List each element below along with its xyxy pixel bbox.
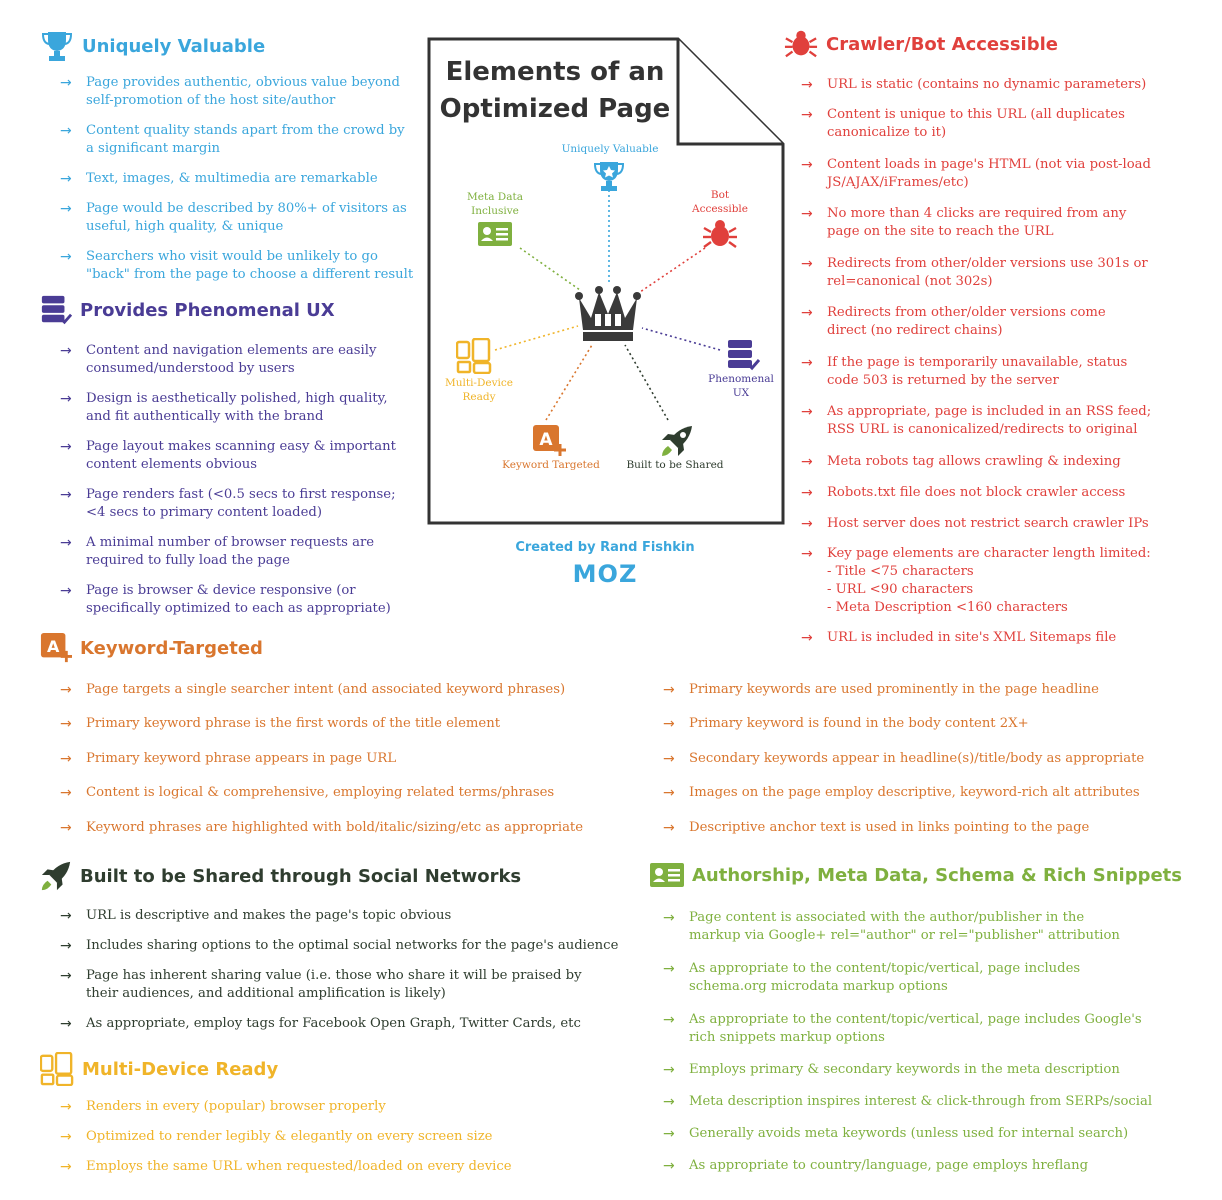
list-item-text: Page is browser & device responsive (or: [86, 583, 356, 598]
node-label-keyword-targeted: Keyword Targeted: [502, 459, 600, 471]
list-item-text: "back" from the page to choose a different result: [86, 267, 414, 282]
list-item: [60, 122, 430, 158]
list-item: [60, 438, 430, 474]
list-item: [801, 484, 1201, 502]
node-label-phen-line2: UX: [732, 387, 750, 399]
list-item: [60, 486, 430, 522]
list-item-text: If the page is temporarily unavailable, status: [827, 355, 1128, 370]
arrow-icon: →: [60, 820, 72, 836]
list-item-text: Redirects from other/older versions come: [827, 305, 1106, 320]
list-item: [60, 248, 430, 284]
list-item: [60, 582, 430, 618]
list-item-text: Redirects from other/older versions use 301s or: [827, 256, 1148, 271]
arrow-icon: →: [801, 206, 813, 222]
list-item-text: Secondary keywords appear in headline(s)/title/body as appropriate: [689, 751, 1145, 766]
bug-icon: [702, 218, 738, 250]
list-item-text: their audiences, and additional amplification is likely): [86, 986, 446, 1001]
id-card-icon: [478, 222, 512, 246]
arrow-icon: →: [60, 171, 72, 187]
list-item-text: Key page elements are character length limited:: [827, 546, 1151, 561]
list-item: [663, 1125, 1203, 1143]
arrow-icon: →: [663, 751, 675, 767]
node-label-uniquely-valuable: Uniquely Valuable: [561, 143, 659, 155]
server-stack-icon: [40, 294, 72, 326]
list-item-text: Descriptive anchor text is used in links pointing to the page: [689, 820, 1090, 835]
arrow-icon: →: [801, 485, 813, 501]
list-item: [60, 200, 430, 236]
rocket-icon: [40, 860, 72, 892]
list-item: [663, 1157, 1203, 1175]
list-item-text: Text, images, & multimedia are remarkable: [86, 171, 378, 186]
list-item: [801, 453, 1201, 471]
arrow-icon: →: [663, 1012, 675, 1028]
arrow-icon: →: [801, 157, 813, 173]
node-label-multi-line2: Ready: [462, 391, 496, 403]
arrow-icon: →: [663, 682, 675, 698]
list-item: [801, 629, 1201, 647]
list-item-text: code 503 is returned by the server: [827, 373, 1059, 388]
list-item: [801, 403, 1201, 439]
section-header-built-to-be-shared: [40, 860, 521, 892]
list-item-text: direct (no redirect chains): [827, 323, 1003, 338]
list-item: [663, 1011, 1203, 1047]
list-item: [60, 74, 430, 110]
node-label-bot-line1: Bot: [710, 189, 730, 201]
list-item-text: Keyword phrases are highlighted with bold/italic/sizing/etc as appropriate: [86, 820, 584, 835]
arrow-icon: →: [663, 785, 675, 801]
section-title: Crawler/Bot Accessible: [826, 33, 1058, 55]
node-label-phenomenal-ux: [700, 372, 782, 400]
list-item-text: Primary keyword phrase appears in page URL: [86, 751, 397, 766]
arrow-icon: →: [60, 682, 72, 698]
arrow-icon: →: [60, 439, 72, 455]
list-item-text: A minimal number of browser requests are: [86, 535, 375, 550]
arrow-icon: →: [60, 751, 72, 767]
arrow-icon: →: [801, 454, 813, 470]
arrow-icon: →: [60, 1129, 72, 1145]
arrow-icon: →: [663, 1158, 675, 1174]
node-label-multi-device: [438, 376, 520, 404]
list-item: [60, 1158, 580, 1176]
list-item: [663, 715, 1203, 733]
arrow-icon: →: [60, 1099, 72, 1115]
list-item-text: Images on the page employ descriptive, keyword-rich alt attributes: [689, 785, 1140, 800]
arrow-icon: →: [60, 201, 72, 217]
list-item-text: Page layout makes scanning easy & important: [86, 439, 396, 454]
arrow-icon: →: [801, 630, 813, 646]
list-item: [801, 515, 1201, 533]
section-title: Uniquely Valuable: [82, 35, 266, 57]
svg-text:A: A: [539, 430, 553, 450]
list-item: [663, 681, 1203, 699]
section-header-multi-device: [40, 1052, 278, 1086]
node-label-bot-accessible: [680, 188, 760, 216]
arrow-icon: →: [60, 343, 72, 359]
arrow-icon: →: [60, 249, 72, 265]
list-item: [801, 354, 1201, 390]
section-header-uniquely-valuable: [40, 30, 265, 62]
svg-text:A: A: [46, 636, 60, 656]
list-item-text: As appropriate to country/language, page employs hreflang: [689, 1158, 1089, 1173]
section-title: Provides Phenomenal UX: [80, 299, 335, 321]
list-item-text: RSS URL is canonicalized/redirects to original: [827, 422, 1138, 437]
list-item-text: rich snippets markup options: [689, 1030, 885, 1045]
list-item-text: Host server does not restrict search crawler IPs: [827, 516, 1149, 531]
list-item-text: specifically optimized to each as appropriate): [86, 601, 391, 616]
devices-icon: [40, 1052, 74, 1086]
list-item-text: <4 secs to primary content loaded): [86, 505, 323, 520]
list-item: [663, 1061, 1203, 1079]
section-title: Built to be Shared through Social Networks: [80, 865, 522, 887]
list-item: [60, 967, 640, 1003]
section-header-crawler-bot: [784, 28, 1058, 60]
list-item-text: Content and navigation elements are easily: [86, 343, 377, 358]
arrow-icon: →: [663, 716, 675, 732]
list-item: [60, 1098, 580, 1116]
list-item: [801, 205, 1201, 241]
list-item: [60, 937, 640, 955]
list-item: [60, 534, 430, 570]
arrow-icon: →: [801, 256, 813, 272]
node-label-built-to-be-shared: Built to be Shared: [626, 459, 724, 471]
list-item: [60, 907, 640, 925]
rocket-icon: [660, 424, 694, 458]
list-item-text: a significant margin: [86, 141, 221, 156]
list-item-text: As appropriate to the content/topic/vertical, page includes Google's: [689, 1012, 1142, 1027]
list-item-text: As appropriate to the content/topic/vertical, page includes: [689, 961, 1081, 976]
list-item-text: No more than 4 clicks are required from any: [827, 206, 1127, 221]
arrow-icon: →: [801, 77, 813, 93]
document-title-line1: Elements of an: [445, 57, 665, 87]
list-item-text: URL is included in site's XML Sitemaps file: [827, 630, 1117, 645]
node-label-meta-data: [455, 190, 535, 218]
list-item: [60, 1015, 640, 1033]
list-item: [60, 170, 430, 188]
credit-text: Created by Rand Fishkin: [515, 540, 695, 555]
list-item: [801, 106, 1201, 142]
arrow-icon: →: [60, 583, 72, 599]
list-item-text: Primary keyword phrase is the first words of the title element: [86, 716, 501, 731]
crown-icon: [575, 284, 641, 344]
moz-logo: MOZ: [572, 560, 638, 588]
list-item-text: URL is descriptive and makes the page's topic obvious: [86, 908, 452, 923]
arrow-icon: →: [60, 785, 72, 801]
document-title-line2: Optimized Page: [439, 94, 671, 124]
trophy-icon: [40, 30, 74, 62]
list-item-text: Robots.txt file does not block crawler access: [827, 485, 1126, 500]
devices-icon: [456, 338, 492, 374]
list-item: [801, 76, 1201, 94]
arrow-icon: →: [60, 1016, 72, 1032]
list-item: [60, 390, 430, 426]
list-item-text: Employs primary & secondary keywords in the meta description: [689, 1062, 1120, 1077]
arrow-icon: →: [801, 355, 813, 371]
list-item-text: As appropriate, employ tags for Facebook Open Graph, Twitter Cards, etc: [86, 1016, 581, 1031]
list-item-text: Page would be described by 80%+ of visitors as: [86, 201, 407, 216]
list-item-text: Primary keyword is found in the body content 2X+: [689, 716, 1029, 731]
section-header-keyword-targeted: [40, 632, 263, 664]
list-item: [663, 784, 1203, 802]
arrow-icon: →: [60, 968, 72, 984]
list-item-text: - Title <75 characters: [827, 564, 974, 579]
list-item-text: Content loads in page's HTML (not via post-load: [827, 157, 1151, 172]
list-item-text: Searchers who visit would be unlikely to go: [86, 249, 378, 264]
list-item-text: Generally avoids meta keywords (unless used for internal search): [689, 1126, 1129, 1141]
arrow-icon: →: [60, 1159, 72, 1175]
arrow-icon: →: [60, 938, 72, 954]
list-item-text: rel=canonical (not 302s): [827, 274, 993, 289]
section-header-phenomenal-ux: [40, 294, 335, 326]
arrow-icon: →: [60, 535, 72, 551]
list-item: [801, 304, 1201, 340]
arrow-icon: →: [801, 107, 813, 123]
arrow-icon: →: [663, 1126, 675, 1142]
list-item-text: self-promotion of the host site/author: [86, 93, 336, 108]
list-item-text: Meta robots tag allows crawling & indexing: [827, 454, 1121, 469]
arrow-icon: →: [60, 487, 72, 503]
list-item: [60, 681, 620, 699]
server-stack-icon: [726, 338, 760, 372]
section-title: Multi-Device Ready: [82, 1058, 279, 1080]
list-item: [60, 342, 430, 378]
list-item-text: Page provides authentic, obvious value beyond: [86, 75, 400, 90]
list-item-text: JS/AJAX/iFrames/etc): [827, 175, 969, 190]
list-item: [801, 255, 1201, 291]
list-item-text: canonicalize to it): [827, 125, 947, 140]
list-item-text: As appropriate, page is included in an RSS feed;: [827, 404, 1152, 419]
list-item-text: URL is static (contains no dynamic parameters): [827, 77, 1147, 92]
list-item-text: markup via Google+ rel="author" or rel="publisher" attribution: [689, 928, 1120, 943]
list-item: [60, 784, 620, 802]
arrow-icon: →: [801, 305, 813, 321]
bug-icon: [784, 28, 818, 60]
arrow-icon: →: [801, 546, 813, 562]
list-item: [663, 960, 1203, 996]
list-item-text: Content quality stands apart from the crowd by: [86, 123, 405, 138]
list-item-text: page on the site to reach the URL: [827, 224, 1054, 239]
list-item: [663, 750, 1203, 768]
list-item: [663, 1093, 1203, 1111]
list-item: [801, 156, 1201, 192]
list-item-text: Design is aesthetically polished, high quality,: [86, 391, 388, 406]
arrow-icon: →: [60, 75, 72, 91]
list-item-text: Primary keywords are used prominently in the page headline: [689, 682, 1099, 697]
arrow-icon: →: [60, 123, 72, 139]
arrow-icon: →: [801, 404, 813, 420]
list-item: [663, 819, 1203, 837]
list-item-text: Renders in every (popular) browser properly: [86, 1099, 386, 1114]
node-label-bot-line2: Accessible: [692, 203, 748, 215]
list-item: [801, 545, 1201, 617]
node-label-phen-line1: Phenomenal: [708, 373, 774, 385]
list-item: [60, 750, 620, 768]
list-item: [60, 819, 620, 837]
arrow-icon: →: [60, 716, 72, 732]
arrow-icon: →: [801, 516, 813, 532]
list-item-text: Includes sharing options to the optimal social networks for the page's audience: [86, 938, 619, 953]
list-item-text: content elements obvious: [86, 457, 258, 472]
list-item-text: Meta description inspires interest & click-through from SERPs/social: [689, 1094, 1153, 1109]
arrow-icon: →: [663, 961, 675, 977]
list-item-text: - URL <90 characters: [827, 582, 974, 597]
node-label-multi-line1: Multi-Device: [444, 377, 513, 389]
list-item-text: Page targets a single searcher intent (and associated keyword phrases): [86, 682, 566, 697]
list-item: [663, 909, 1203, 945]
keyword-a-icon: [532, 424, 566, 458]
list-item-text: required to fully load the page: [86, 553, 290, 568]
section-title: Keyword-Targeted: [80, 637, 263, 659]
arrow-icon: →: [663, 820, 675, 836]
id-card-icon: [650, 862, 684, 888]
list-item-text: Page renders fast (<0.5 secs to first response;: [86, 487, 396, 502]
list-item: [60, 715, 620, 733]
list-item-text: Content is unique to this URL (all duplicates: [827, 107, 1125, 122]
list-item-text: consumed/understood by users: [86, 361, 295, 376]
list-item-text: and fit authentically with the brand: [86, 409, 324, 424]
list-item-text: Employs the same URL when requested/loaded on every device: [86, 1159, 512, 1174]
section-header-authorship: [650, 862, 1182, 888]
keyword-a-icon: [40, 632, 72, 664]
list-item-text: Optimized to render legibly & elegantly on every screen size: [86, 1129, 493, 1144]
trophy-icon: [594, 160, 624, 192]
arrow-icon: →: [663, 1094, 675, 1110]
arrow-icon: →: [663, 1062, 675, 1078]
list-item-text: useful, high quality, & unique: [86, 219, 284, 234]
arrow-icon: →: [663, 910, 675, 926]
list-item: [60, 1128, 580, 1146]
section-title: Authorship, Meta Data, Schema & Rich Snippets: [692, 864, 1182, 886]
list-item-text: - Meta Description <160 characters: [827, 600, 1068, 615]
node-label-meta-line2: Inclusive: [471, 205, 519, 217]
arrow-icon: →: [60, 391, 72, 407]
list-item-text: schema.org microdata markup options: [689, 979, 948, 994]
list-item-text: Page content is associated with the author/publisher in the: [689, 910, 1085, 925]
arrow-icon: →: [60, 908, 72, 924]
list-item-text: Page has inherent sharing value (i.e. those who share it will be praised by: [86, 968, 582, 983]
list-item-text: Content is logical & comprehensive, employing related terms/phrases: [86, 785, 555, 800]
node-label-meta-line1: Meta Data: [467, 191, 523, 203]
